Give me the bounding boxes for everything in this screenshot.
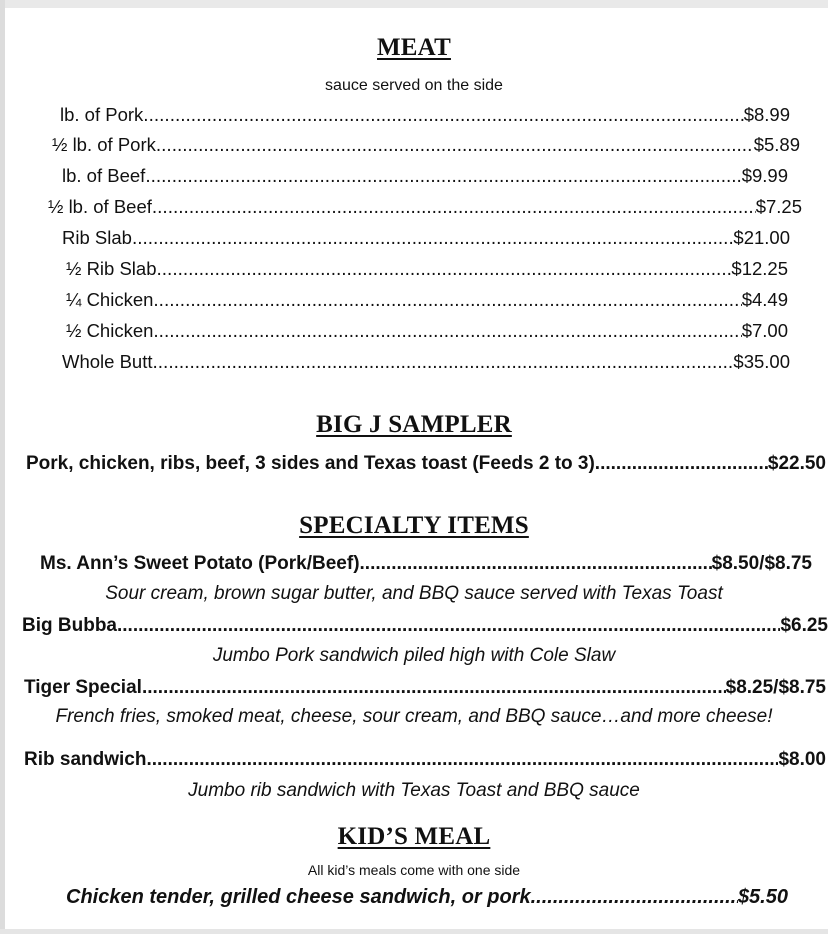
menu-item <box>66 319 788 344</box>
item-name: lb. of Beef <box>62 165 146 186</box>
dot-leader <box>153 289 741 313</box>
item-price: $8.00 <box>778 749 826 770</box>
dot-leader <box>145 165 741 189</box>
menu-item <box>26 452 826 476</box>
item-description: French fries, smoked meat, cheese, sour cream, and BBQ sauce…and more cheese! <box>55 706 773 727</box>
menu-item <box>48 195 802 220</box>
menu-item <box>66 885 788 909</box>
item-price: $5.50 <box>737 886 788 908</box>
item-description: Jumbo Pork sandwich piled high with Cole Slaw <box>212 645 616 666</box>
menu-item <box>52 133 800 158</box>
dot-leader <box>595 452 768 476</box>
item-name: ½ lb. of Beef <box>48 196 152 217</box>
sampler-heading: BIG J SAMPLER <box>316 411 512 438</box>
item-price: $6.25 <box>780 615 828 636</box>
item-name: Tiger Special <box>24 677 142 698</box>
item-price: $12.25 <box>731 258 788 279</box>
menu-item <box>66 288 788 313</box>
menu-item <box>62 226 790 251</box>
item-price: $5.89 <box>753 134 800 155</box>
photo-border-top <box>0 0 828 8</box>
dot-leader <box>117 614 780 638</box>
menu-item <box>24 748 826 772</box>
dot-leader <box>143 104 743 128</box>
item-price: $35.00 <box>733 351 790 372</box>
item-name: ½ Rib Slab <box>66 258 157 279</box>
item-name: Pork, chicken, ribs, beef, 3 sides and Texas toast (Feeds 2 to 3) <box>26 453 595 474</box>
item-price: $21.00 <box>733 227 790 248</box>
dot-leader <box>142 676 726 700</box>
item-price: $8.99 <box>743 104 790 125</box>
item-name: Chicken tender, grilled cheese sandwich, or pork <box>66 886 531 908</box>
menu-item <box>62 350 790 375</box>
menu-item <box>62 164 788 189</box>
menu-item <box>22 614 828 638</box>
dot-leader <box>132 227 733 251</box>
menu-item <box>60 103 790 128</box>
dot-leader <box>152 196 756 220</box>
meat-heading: MEAT <box>377 34 451 61</box>
dot-leader <box>153 351 734 375</box>
item-description: Sour cream, brown sugar butter, and BBQ sauce served with Texas Toast <box>105 583 723 604</box>
item-price: $4.49 <box>741 289 788 310</box>
menu-item <box>66 257 788 282</box>
dot-leader <box>153 320 741 344</box>
dot-leader <box>360 552 712 576</box>
dot-leader <box>146 748 778 772</box>
item-price: $7.25 <box>755 196 802 217</box>
item-name: Whole Butt <box>62 351 153 372</box>
dot-leader <box>157 258 732 282</box>
photo-border-bottom <box>0 929 828 934</box>
item-price: $22.50 <box>767 453 826 474</box>
item-name: ½ Chicken <box>66 320 154 341</box>
item-price: $9.99 <box>741 165 788 186</box>
item-name: ½ lb. of Pork <box>52 134 156 155</box>
item-name: Big Bubba <box>22 615 117 636</box>
kids-note: All kid’s meals come with one side <box>307 862 521 878</box>
meat-note: sauce served on the side <box>325 77 503 94</box>
item-price: $7.00 <box>741 320 788 341</box>
item-price: $8.50/$8.75 <box>711 553 812 574</box>
menu-item <box>24 676 826 700</box>
item-name: Rib Slab <box>62 227 132 248</box>
item-description: Jumbo rib sandwich with Texas Toast and BBQ sauce <box>188 780 640 801</box>
menu-item <box>40 552 812 576</box>
item-name: Ms. Ann’s Sweet Potato (Pork/Beef) <box>40 553 360 574</box>
kids-heading: KID’S MEAL <box>337 823 491 850</box>
specialty-heading: SPECIALTY ITEMS <box>299 512 529 539</box>
item-name: Rib sandwich <box>24 749 147 770</box>
dot-leader <box>531 885 738 909</box>
item-price: $8.25/$8.75 <box>725 677 826 698</box>
item-name: ¼ Chicken <box>66 289 154 310</box>
dot-leader <box>156 134 754 158</box>
item-name: lb. of Pork <box>60 104 144 125</box>
